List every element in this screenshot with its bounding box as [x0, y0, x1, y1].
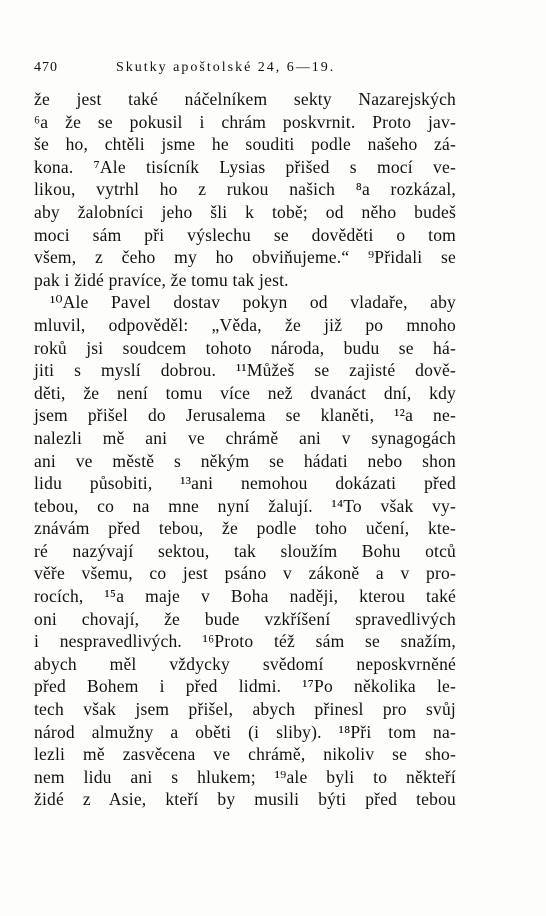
text-line: všem, z čeho my ho obviňujeme.“ ⁹Přidali se — [34, 247, 456, 268]
text-line: i nespravedlivých. ¹⁶Proto též sám se snažím, — [34, 631, 456, 652]
text-line: děti, že není tomu více než dvanáct dní, kdy — [34, 382, 456, 403]
text-line: abych měl vždycky svědomí neposkvrněné — [34, 653, 456, 674]
text-line: věře všemu, co jest psáno v zákoně a v pro- — [34, 563, 456, 584]
text-line: jiti s myslí dobrou. ¹¹Můžeš se zajisté dově- — [34, 360, 456, 381]
page-header — [34, 60, 506, 80]
text-line: aby žalobníci jeho šli k tobě; od něho budeš — [34, 201, 456, 222]
text-line: roků jsi soudcem tohoto národa, budu se há- — [34, 337, 456, 358]
text-line: še ho, chtěli jsme he souditi podle našeho zá- — [34, 134, 456, 155]
text-line: jsem přišel do Jerusalema se klaněti, ¹²a ne- — [34, 405, 456, 426]
text-line: moci sám při výslechu se dověděti o tom — [34, 224, 456, 245]
page-number: 470 — [34, 60, 58, 75]
text-line: ré nazývají sektou, tak sloužím Bohu otců — [34, 540, 456, 561]
text-line: židé z Asie, kteří by musili býti před tebou — [34, 789, 456, 810]
text-line: mluvil, odpověděl: „Věda, že již po mnoho — [34, 314, 456, 335]
text-line: nalezli mě ani ve chrámě ani v synagogách — [34, 427, 456, 448]
text-line: ¹⁰Ale Pavel dostav pokyn od vladaře, aby — [50, 292, 456, 313]
text-line: likou, vytrhl ho z rukou našich ⁸a rozkázal, — [34, 179, 456, 200]
text-line: lidu působiti, ¹³ani nemohou dokázati před — [34, 473, 456, 494]
body-text — [34, 88, 456, 811]
text-line: nem lidu ani s hlukem; ¹⁹ale byli to někteří — [34, 766, 456, 787]
text-line: tech však jsem přišel, abych přinesl pro svůj — [34, 699, 456, 720]
text-line: tebou, co na mne nyní žalují. ¹⁴To však vy- — [34, 495, 456, 516]
text-line: kona. ⁷Ale tisícník Lysias přišed s mocí ve- — [34, 156, 456, 177]
text-line: ani ve městě s někým se hádati nebo shon — [34, 450, 456, 471]
text-line: oni chovají, že bude vzkříšení spravedlivých — [34, 608, 456, 629]
text-line: ⁶a že se pokusil i chrám poskvrnit. Proto jav- — [34, 111, 456, 132]
text-line: národ almužny a oběti (i sliby). ¹⁸Při tom na- — [34, 721, 456, 742]
text-line: že jest také náčelníkem sekty Nazarejských — [34, 89, 456, 109]
text-line: před Bohem i před lidmi. ¹⁷Po několika le- — [34, 676, 456, 697]
text-line: lezli mě zasvěcena ve chrámě, nikoliv se sho- — [34, 744, 456, 765]
running-head: Skutky apoštolské 24, 6—19. — [116, 60, 336, 75]
text-line: znávám před tebou, že podle toho učení, kte- — [34, 518, 456, 539]
text-line: rocích, ¹⁵a maje v Boha naději, kterou také — [34, 586, 456, 607]
text-line: pak i židé pravíce, že tomu tak jest. — [34, 269, 289, 290]
